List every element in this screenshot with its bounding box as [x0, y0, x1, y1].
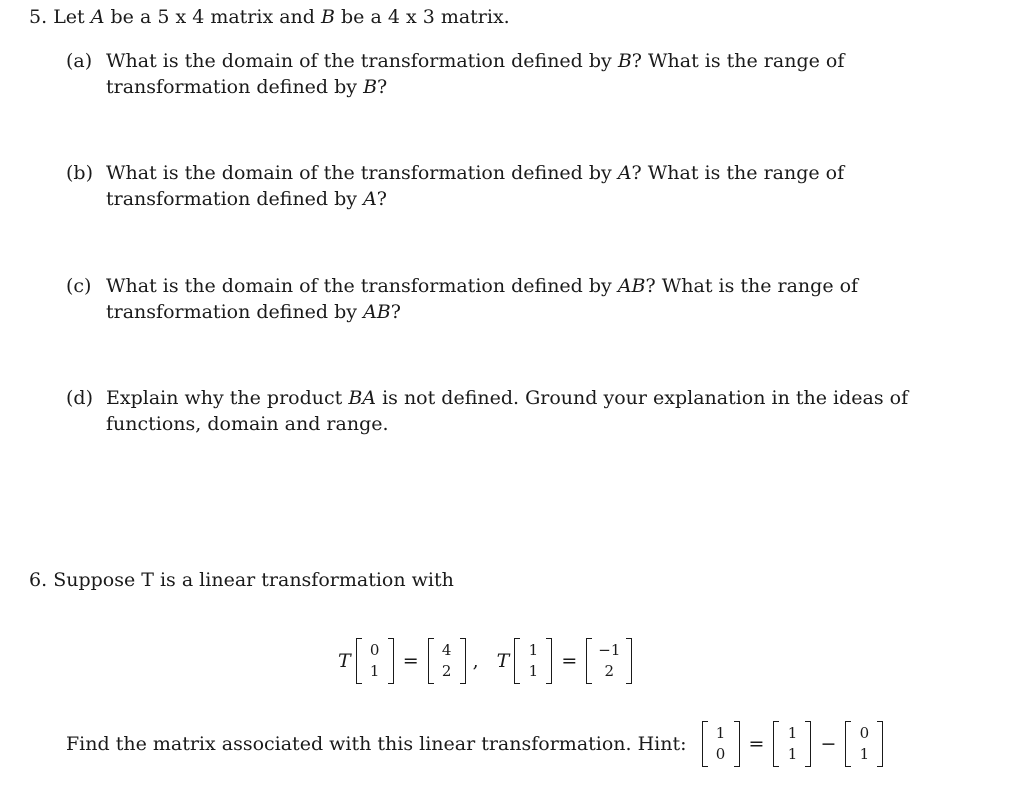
entry: 1 — [528, 641, 539, 659]
vector-entries — [362, 638, 388, 684]
transformation-symbol: T — [496, 650, 510, 672]
entry: 2 — [441, 662, 452, 680]
vector — [356, 638, 394, 684]
entry: 2 — [604, 662, 615, 680]
vector — [514, 638, 552, 684]
text: ? What is the range of transformation defined by — [106, 275, 859, 323]
vector-entries — [851, 721, 877, 767]
entry: 1 — [369, 662, 380, 680]
text: What is the domain of the transformation defined by — [106, 162, 618, 184]
transformation-equations — [338, 638, 635, 684]
part-text — [106, 273, 986, 325]
math-symbol: AB — [617, 275, 646, 297]
part-text — [106, 385, 986, 437]
matrix-a-symbol: A — [90, 6, 105, 28]
right-bracket — [626, 638, 632, 684]
problem-number: 5. — [29, 6, 48, 28]
entry: 0 — [715, 745, 726, 763]
matrix-b-symbol: B — [321, 6, 335, 28]
right-bracket — [460, 638, 466, 684]
math-symbol: AB — [363, 301, 391, 323]
vector — [773, 721, 811, 767]
text: ? — [376, 188, 387, 210]
transformation-symbol: T — [338, 650, 351, 672]
vector-entries — [520, 638, 546, 684]
text: ? — [390, 301, 401, 323]
text: What is the domain of the transformation defined by — [106, 50, 618, 72]
equals-sign: = — [748, 733, 765, 755]
math-symbol: B — [363, 76, 378, 98]
part-label: (a) — [66, 50, 93, 72]
math-symbol: B — [617, 50, 632, 72]
math-symbol: A — [363, 188, 377, 210]
vector — [586, 638, 632, 684]
problem-number: 6. — [29, 569, 48, 591]
vector-entries — [708, 721, 734, 767]
intro-text: Let — [53, 6, 91, 28]
equals-sign: = — [561, 650, 578, 672]
entry: 4 — [441, 641, 452, 659]
equals-sign: = — [402, 650, 419, 672]
vector — [845, 721, 883, 767]
entry: 1 — [787, 724, 798, 742]
text: ? — [377, 76, 388, 98]
entry: 1 — [859, 745, 870, 763]
text: Explain why the product — [106, 387, 349, 409]
entry: 1 — [528, 662, 539, 680]
right-bracket — [546, 638, 552, 684]
entry: 1 — [787, 745, 798, 763]
intro-text: Suppose T is a linear transformation with — [53, 569, 454, 591]
math-symbol: A — [617, 162, 632, 184]
vector — [428, 638, 466, 684]
part-text — [106, 160, 986, 212]
entry: 1 — [715, 724, 726, 742]
minus-sign: − — [820, 733, 837, 755]
right-bracket — [388, 638, 394, 684]
right-bracket — [877, 721, 883, 767]
find-text: Find the matrix associated with this linear transformation. Hint: — [66, 733, 687, 755]
vector-entries — [779, 721, 805, 767]
right-bracket — [805, 721, 811, 767]
vector-entries — [592, 638, 626, 684]
part-label: (d) — [66, 387, 93, 409]
entry: 0 — [859, 724, 870, 742]
text: ? What is the range of transformation defined by — [106, 50, 845, 98]
intro-text: be a 5 x 4 matrix and — [104, 6, 321, 28]
text: What is the domain of the transformation defined by — [106, 275, 618, 297]
intro-text: be a 4 x 3 matrix. — [334, 6, 510, 28]
part-label: (b) — [66, 162, 93, 184]
entry: −1 — [598, 641, 621, 659]
vector-entries — [434, 638, 460, 684]
text: is not defined. Ground your explanation in the ideas of functions, domain and range. — [106, 387, 909, 435]
vector — [702, 721, 740, 767]
text: ? What is the range of transformation defined by — [106, 162, 845, 210]
comma: , — [472, 650, 479, 672]
find-matrix-line — [66, 721, 886, 767]
right-bracket — [734, 721, 740, 767]
problem-5-intro — [29, 4, 510, 30]
math-symbol: BA — [348, 387, 377, 409]
part-label: (c) — [66, 275, 92, 297]
entry: 0 — [369, 641, 380, 659]
part-text — [106, 48, 986, 100]
problem-6-intro — [29, 567, 454, 593]
